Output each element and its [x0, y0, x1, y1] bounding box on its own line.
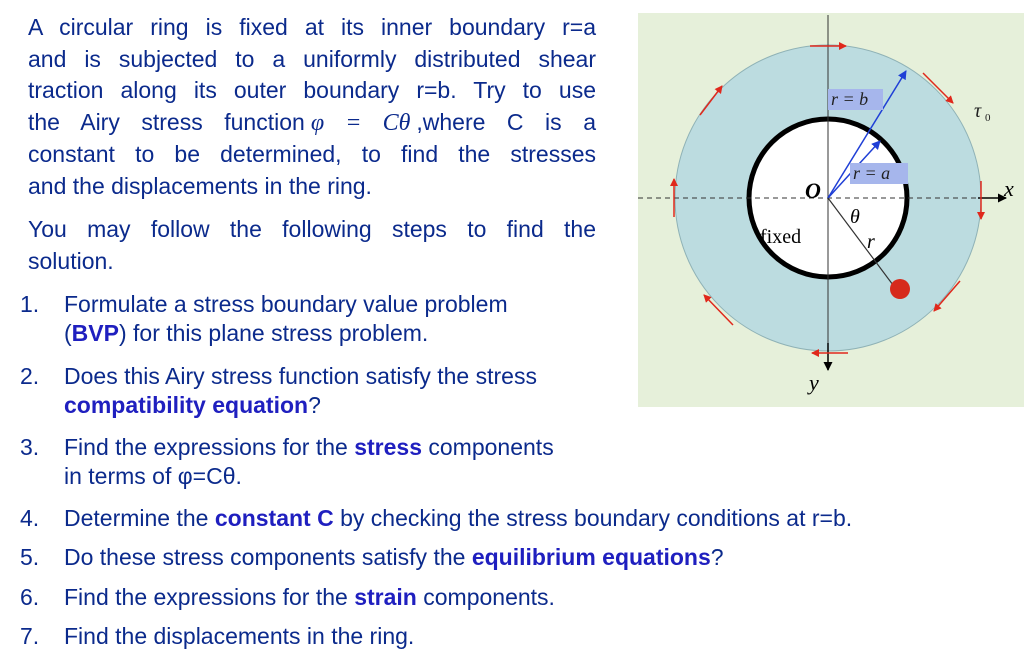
follow-line: solution.	[28, 247, 114, 274]
label-r: r	[867, 231, 875, 253]
label-y: y	[809, 370, 819, 395]
label-origin: O	[805, 178, 821, 203]
step-text: Formulate a stress boundary value problem	[64, 291, 508, 317]
airy-text-post: ,where C is a	[416, 108, 596, 135]
problem-line-airy	[28, 107, 596, 140]
step-text: ?	[308, 392, 321, 418]
follow-line: You may follow the following steps to find the	[28, 216, 596, 242]
step-keyword: BVP	[71, 320, 119, 346]
step-text: components	[422, 434, 554, 460]
step-number: 6.	[20, 584, 40, 610]
step-text: (	[64, 320, 72, 346]
step-text: Find the expressions for the	[64, 584, 355, 610]
step-text: Does this Airy stress function satisfy the stress	[64, 363, 537, 389]
ring-diagram-svg	[638, 13, 1024, 407]
label-tau-subscript: 0	[985, 112, 991, 124]
label-r-equals-a: r = a	[853, 163, 891, 183]
step-text: components.	[416, 584, 555, 610]
airy-function-math: φ = Cθ	[310, 109, 411, 136]
step-keyword: strain	[354, 584, 417, 610]
problem-statement	[28, 12, 596, 202]
step-text: in terms of φ=Cθ.	[64, 463, 242, 489]
step-text: ?	[710, 544, 724, 570]
problem-line: and is subjected to a uniformly distributed shear	[28, 45, 596, 72]
step-text: Find the expressions for the	[64, 434, 355, 460]
label-x: x	[1004, 176, 1014, 201]
label-theta: θ	[850, 206, 860, 228]
step-text: Determine the	[64, 505, 215, 531]
problem-line: and the displacements in the ring.	[28, 172, 372, 199]
label-tau: τ	[974, 100, 982, 122]
problem-line: A circular ring is fixed at its inner boundary r=a	[28, 14, 596, 40]
step-text: by checking the stress boundary conditions at r=b.	[333, 505, 853, 531]
step-keyword: equilibrium equations	[471, 544, 711, 570]
step-keyword: stress	[354, 434, 422, 460]
step-text: Find the displacements in the ring.	[64, 623, 415, 649]
label-fixed: fixed	[760, 226, 802, 248]
step-text: Do these stress components satisfy the	[64, 544, 472, 570]
ring-diagram	[638, 13, 1024, 407]
material-point-dot	[890, 279, 910, 299]
problem-line: constant to be determined, to find the stresses	[28, 141, 596, 167]
problem-line: traction along its outer boundary r=b. Try to use	[28, 77, 596, 103]
airy-text-pre: the Airy stress function	[28, 108, 305, 135]
step-number: 5.	[20, 544, 40, 570]
step-text: ) for this plane stress problem.	[118, 320, 429, 346]
step-keyword: constant C	[214, 505, 334, 531]
step-number: 4.	[20, 505, 40, 531]
step-number: 3.	[20, 434, 40, 460]
follow-instructions	[28, 214, 596, 277]
step-number: 7.	[20, 623, 40, 649]
step-number: 1.	[20, 291, 40, 317]
label-r-equals-b: r = b	[831, 89, 869, 109]
step-keyword: compatibility equation	[64, 392, 309, 418]
step-number: 2.	[20, 363, 40, 389]
